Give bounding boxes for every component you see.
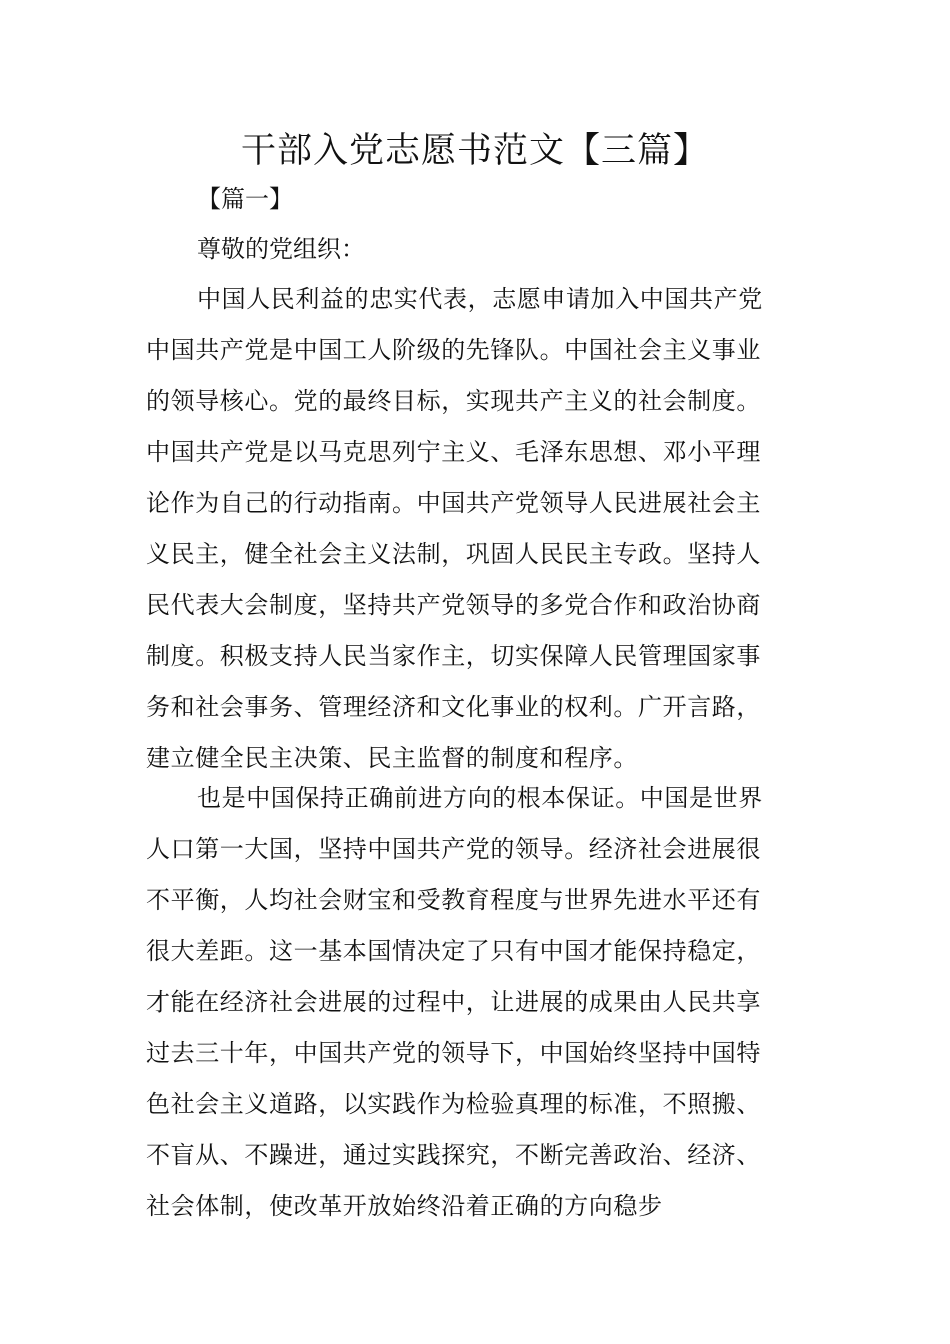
paragraph-line: 务和社会事务、管理经济和文化事业的权利。广开言路， [146,693,761,721]
paragraph-line: 制度。积极支持人民当家作主，切实保障人民管理国家事 [146,642,761,670]
paragraph-line: 建立健全民主决策、民主监督的制度和程序。 [146,744,638,772]
paragraph-line: 中国人民利益的忠实代表，志愿申请加入中国共产党 [197,285,763,313]
paragraph-line: 社会体制，使改革开放始终沿着正确的方向稳步 [146,1192,663,1220]
paragraph-line: 不盲从、不躁进，通过实践探究，不断完善政治、经济、 [146,1141,761,1169]
paragraph-line: 论作为自己的行动指南。中国共产党领导人民进展社会主 [146,489,761,517]
paragraph-2 [146,773,816,1232]
paragraph-line: 中国共产党是以马克思列宁主义、毛泽东思想、邓小平理 [146,438,761,466]
paragraph-1 [146,274,816,784]
paragraph-line: 民代表大会制度，坚持共产党领导的多党合作和政治协商 [146,591,761,619]
paragraph-line: 过去三十年，中国共产党的领导下，中国始终坚持中国特 [146,1039,761,1067]
paragraph-line: 义民主，健全社会主义法制，巩固人民民主专政。坚持人 [146,540,761,568]
paragraph-line: 中国共产党是中国工人阶级的先锋队。中国社会主义事业 [146,336,761,364]
paragraph-line: 的领导核心。党的最终目标，实现共产主义的社会制度。 [146,387,761,415]
salutation: 尊敬的党组织： [197,235,365,263]
paragraph-line: 也是中国保持正确前进方向的根本保证。中国是世界 [197,784,763,812]
document-title: 干部入党志愿书范文【三篇】 [240,131,709,171]
paragraph-line: 才能在经济社会进展的过程中，让进展的成果由人民共享 [146,988,761,1016]
paragraph-line: 人口第一大国，坚持中国共产党的领导。经济社会进展很 [146,835,761,863]
paragraph-line: 很大差距。这一基本国情决定了只有中国才能保持稳定， [146,937,761,965]
paragraph-line: 不平衡，人均社会财宝和受教育程度与世界先进水平还有 [146,886,761,914]
section-label: 【篇一】 [197,185,293,213]
paragraph-line: 色社会主义道路，以实践作为检验真理的标准，不照搬、 [146,1090,761,1118]
